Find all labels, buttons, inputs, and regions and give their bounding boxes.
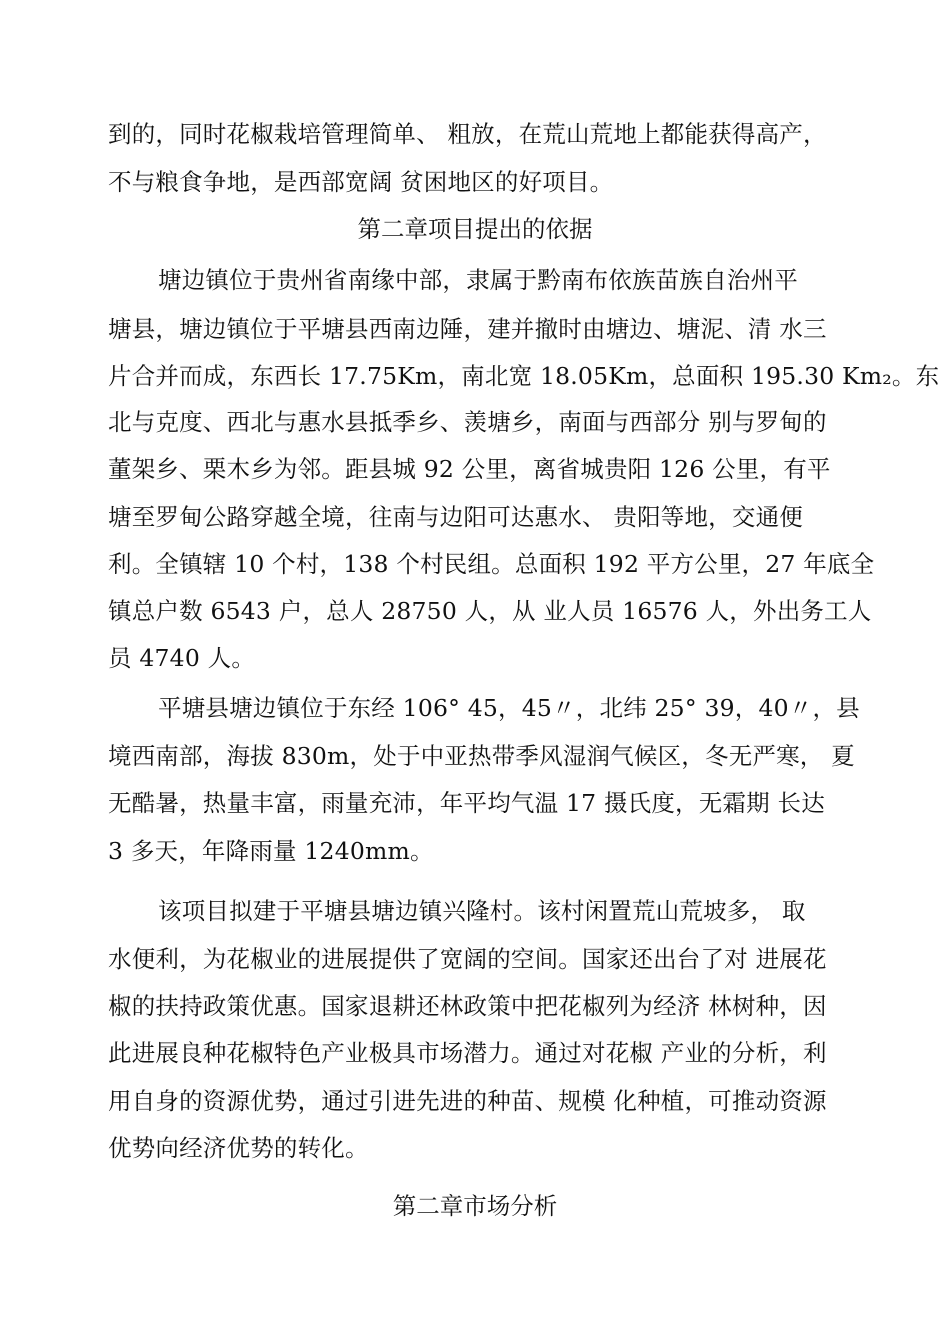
paragraph-line: 利。全镇辖 10 个村，138 个村民组。总面积 192 平方公里，27 年底全 [108, 550, 875, 578]
paragraph-line: 椒的扶持政策优惠。国家退耕还林政策中把花椒列为经济 林树种，因 [108, 992, 827, 1020]
paragraph-line: 优势向经济优势的转化。 [108, 1134, 369, 1162]
paragraph-line: 片合并而成，东西长 17.75Km，南北宽 18.05Km，总面积 195.30 Km₂。东 [108, 362, 940, 390]
paragraph-line: 北与克度、西北与惠水县抵季乡、羡塘乡，南面与西部分 别与罗甸的 [108, 408, 827, 436]
paragraph-line: 境西南部，海拔 830m，处于中亚热带季风湿润气候区，冬无严寒， 夏 [108, 742, 855, 770]
paragraph-line: 塘县，塘边镇位于平塘县西南边陲，建并撤时由塘边、塘泥、清 水三 [108, 315, 827, 343]
paragraph-line: 员 4740 人。 [108, 644, 256, 672]
paragraph-line: 此进展良种花椒特色产业极具市场潜力。通过对花椒 产业的分析，利 [108, 1039, 827, 1067]
intro-line: 不与粮食争地，是西部宽阔 贫困地区的好项目。 [108, 168, 614, 196]
intro-line: 到的，同时花椒栽培管理简单、 粗放，在荒山荒地上都能获得高产， [108, 120, 827, 148]
paragraph-line: 塘至罗甸公路穿越全境，往南与边阳可达惠水、 贵阳等地，交通便 [108, 503, 803, 531]
paragraph-line: 水便利，为花椒业的进展提供了宽阔的空间。国家还出台了对 进展花 [108, 945, 827, 973]
paragraph-line: 3 多天，年降雨量 1240mm。 [108, 837, 434, 865]
paragraph-line: 董架乡、栗木乡为邻。距县城 92 公里，离省城贵阳 126 公里，有平 [108, 455, 831, 483]
paragraph-line: 该项目拟建于平塘县塘边镇兴隆村。该村闲置荒山荒坡多， 取 [158, 897, 806, 925]
paragraph-line: 用自身的资源优势，通过引进先进的种苗、规模 化种植，可推动资源 [108, 1087, 827, 1115]
paragraph-line: 无酷暑，热量丰富，雨量充沛，年平均气温 17 摄氏度，无霜期 长达 [108, 789, 825, 817]
paragraph-line: 平塘县塘边镇位于东经 106° 45，45〃，北纬 25° 39，40〃，县 [158, 694, 860, 722]
paragraph-line: 塘边镇位于贵州省南缘中部，隶属于黔南布依族苗族自治州平 [158, 266, 798, 294]
paragraph-line: 镇总户数 6543 户，总人 28750 人，从 业人员 16576 人，外出务工人 [108, 597, 872, 625]
chapter-heading: 第二章市场分析 [392, 1192, 558, 1220]
chapter-heading: 第二章项目提出的依据 [357, 215, 593, 243]
